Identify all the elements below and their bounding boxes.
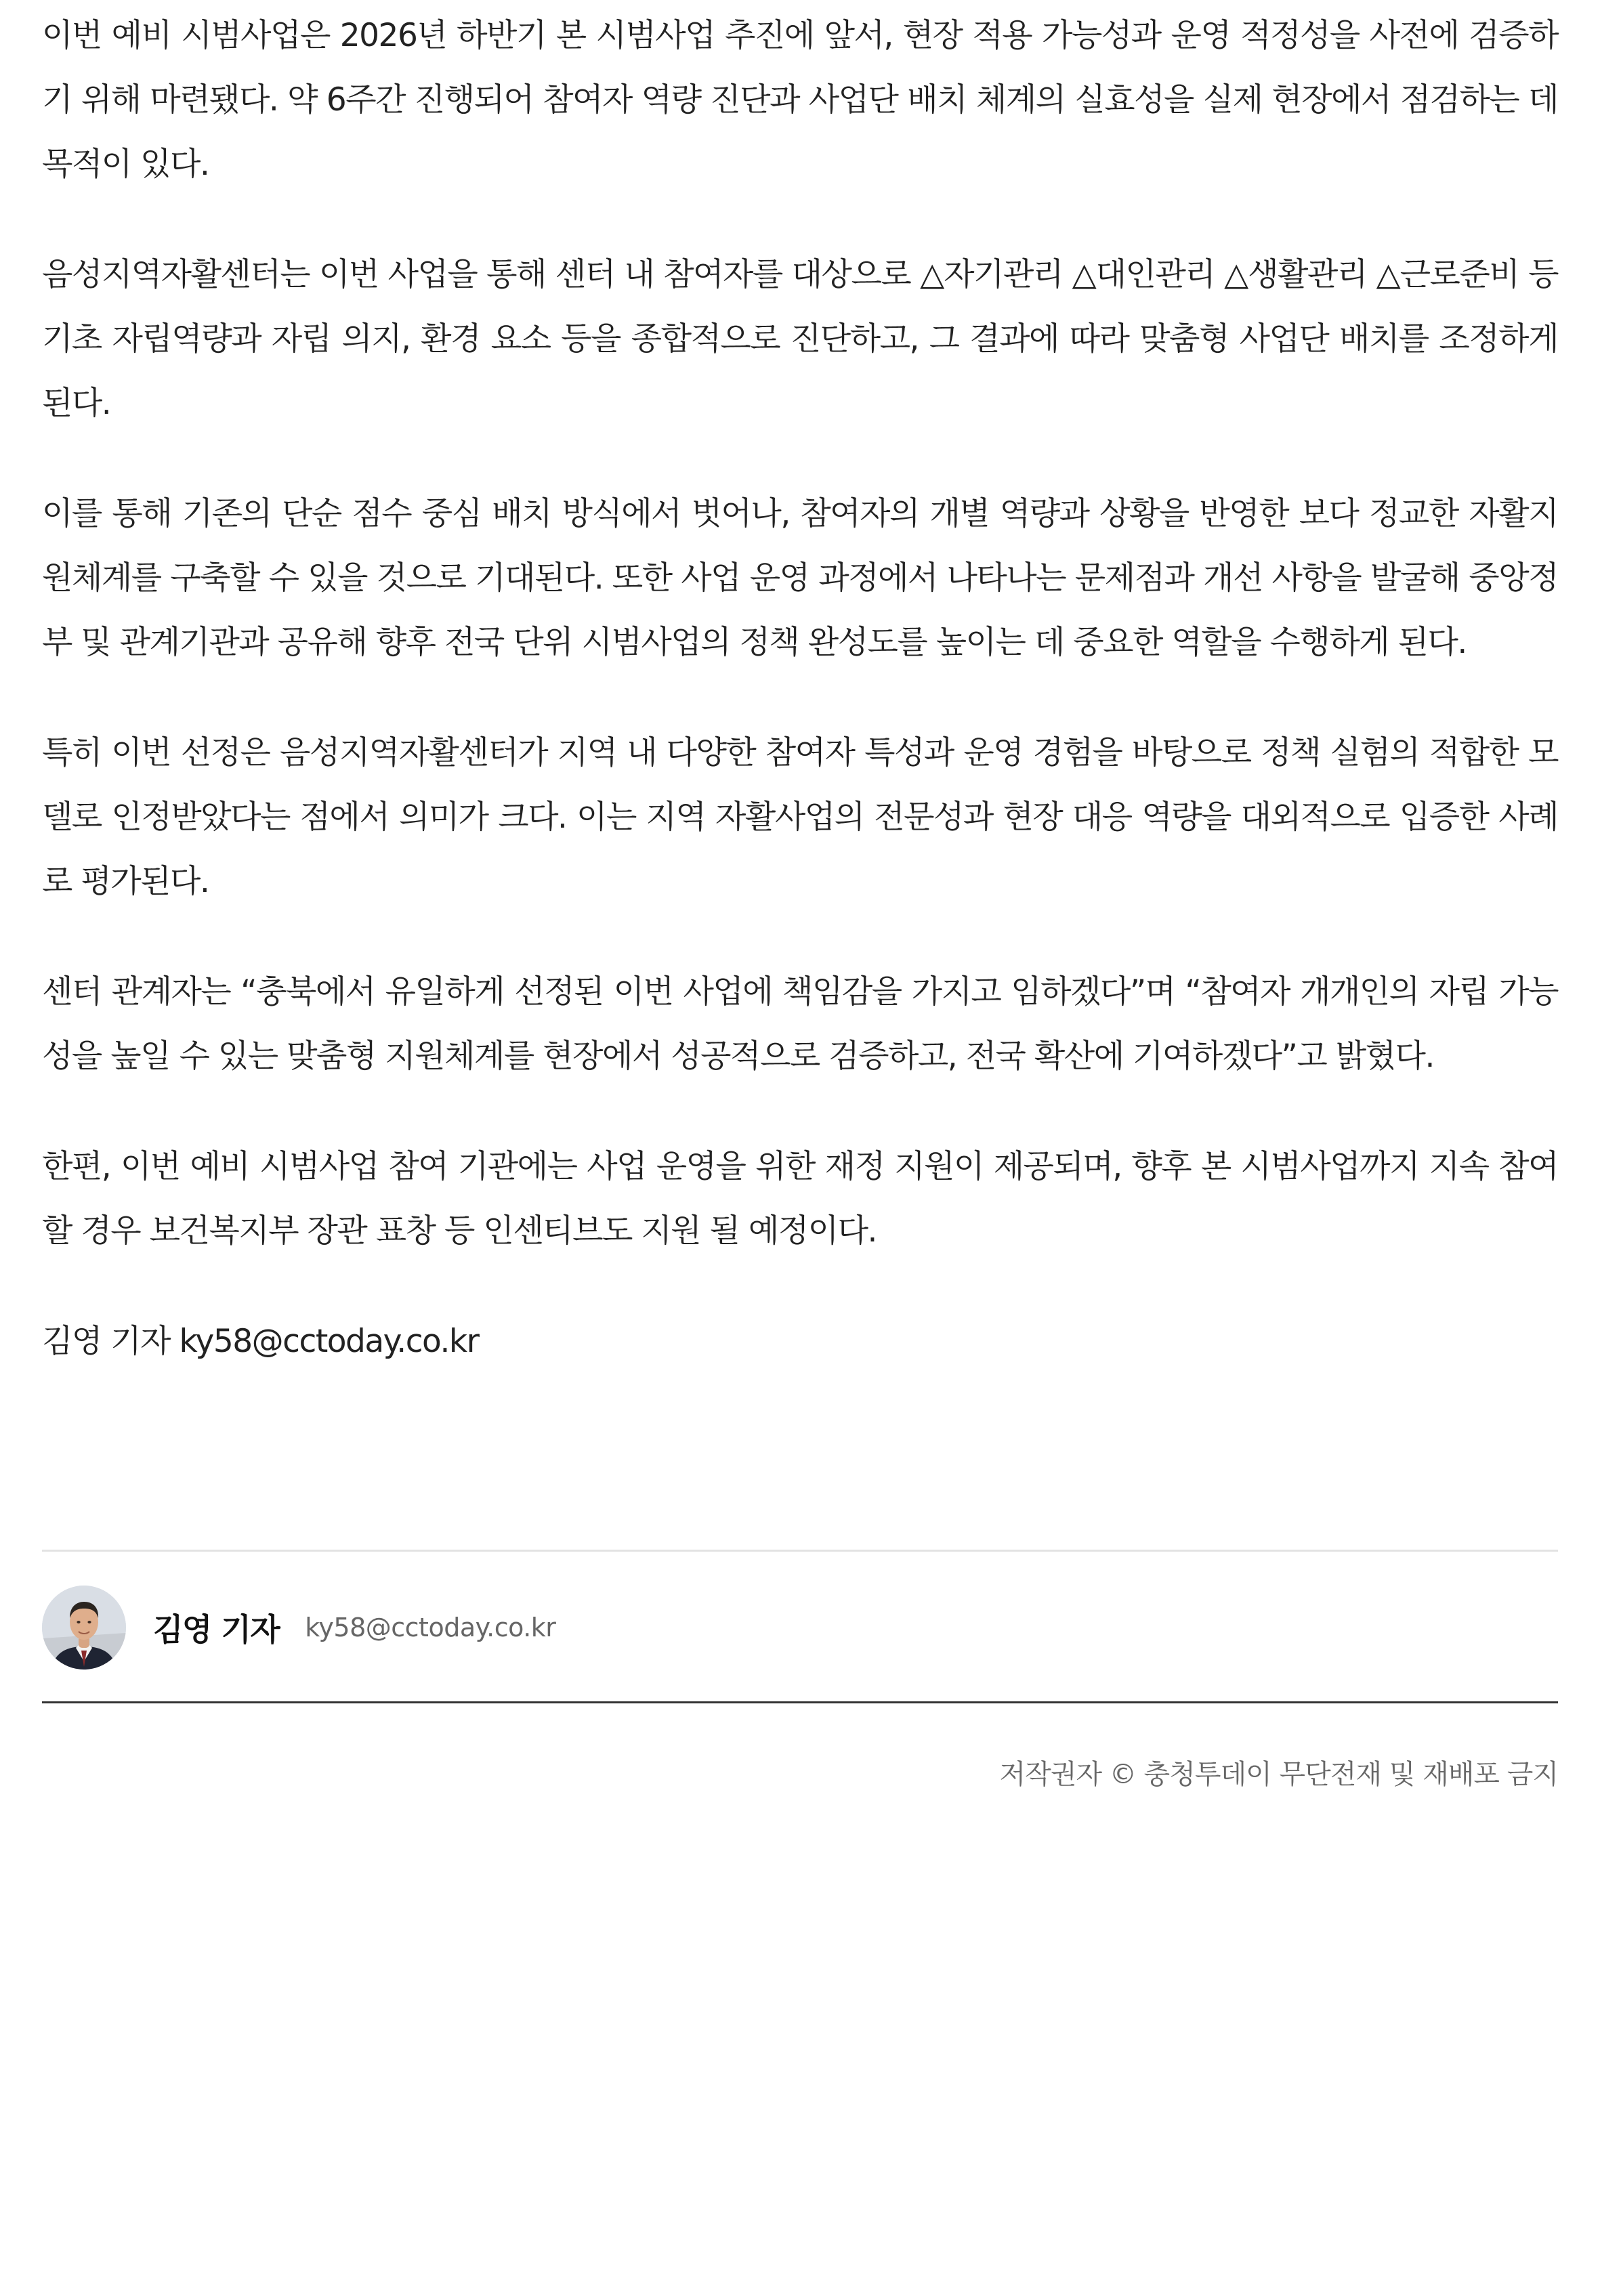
article-paragraph-2: 음성지역자활센터는 이번 사업을 통해 센터 내 참여자를 대상으로 △자기관리 △대인관리 △생활관리 △근로준비 등 기초 자립역량과 자립 의지, 환경 요소 등을 종합적으로 진단하고, 그 결과에 따라 맞춤형 사업단 배치를 조정하게 된다.	[42, 256, 1558, 422]
article-paragraph-6: 한편, 이번 예비 시범사업 참여 기관에는 사업 운영을 위한 재정 지원이 제공되며, 향후 본 시범사업까지 지속 참여할 경우 보건복지부 장관 표창 등 인센티브도 지원 될 예정이다.	[42, 1148, 1558, 1250]
writer-name[interactable]: 김영 기자	[153, 1611, 280, 1648]
copyright-notice: 저작권자 © 충청투데이 무단전재 및 재배포 금지	[999, 1759, 1558, 1790]
article	[42, 0, 1558, 1420]
article-paragraph-3: 이를 통해 기존의 단순 점수 중심 배치 방식에서 벗어나, 참여자의 개별 역량과 상황을 반영한 보다 정교한 자활지원체계를 구축할 수 있을 것으로 기대된다. 또한 사업 운영 과정에서 나타나는 문제점과 개선 사항을 발굴해 중앙정부 및 관계기관과 공유해 향후 전국 단위 시범사업의 정책 완성도를 높이는 데 중요한 역할을 수행하게 된다.	[42, 495, 1558, 661]
article-paragraph-5: 센터 관계자는 “충북에서 유일하게 선정된 이번 사업에 책임감을 가지고 임하겠다”며 “참여자 개개인의 자립 가능성을 높일 수 있는 맞춤형 지원체계를 현장에서 성공적으로 검증하고, 전국 확산에 기여하겠다”고 밝혔다.	[42, 973, 1558, 1075]
article-body	[42, 3, 1558, 1374]
writer-email[interactable]: ky58@cctoday.co.kr	[305, 1613, 556, 1642]
article-paragraph-1: 이번 예비 시범사업은 2026년 하반기 본 시범사업 추진에 앞서, 현장 적용 가능성과 운영 적정성을 사전에 검증하기 위해 마련됐다. 약 6주간 진행되어 참여자 역량 진단과 사업단 배치 체계의 실효성을 실제 현장에서 점검하는 데 목적이 있다.	[42, 17, 1558, 183]
avatar[interactable]	[42, 1586, 126, 1670]
writer-box	[42, 1583, 1558, 1672]
article-byline: 김영 기자 ky58@cctoday.co.kr	[42, 1323, 479, 1360]
article-paragraph-4: 특히 이번 선정은 음성지역자활센터가 지역 내 다양한 참여자 특성과 운영 경험을 바탕으로 정책 실험의 적합한 모델로 인정받았다는 점에서 의미가 크다. 이는 지역 자활사업의 전문성과 현장 대응 역량을 대외적으로 입증한 사례로 평가된다.	[42, 734, 1558, 900]
reporter-photo-icon	[42, 1586, 126, 1670]
writer-box-top-divider	[42, 1550, 1558, 1552]
writer-box-bottom-divider	[42, 1701, 1558, 1703]
